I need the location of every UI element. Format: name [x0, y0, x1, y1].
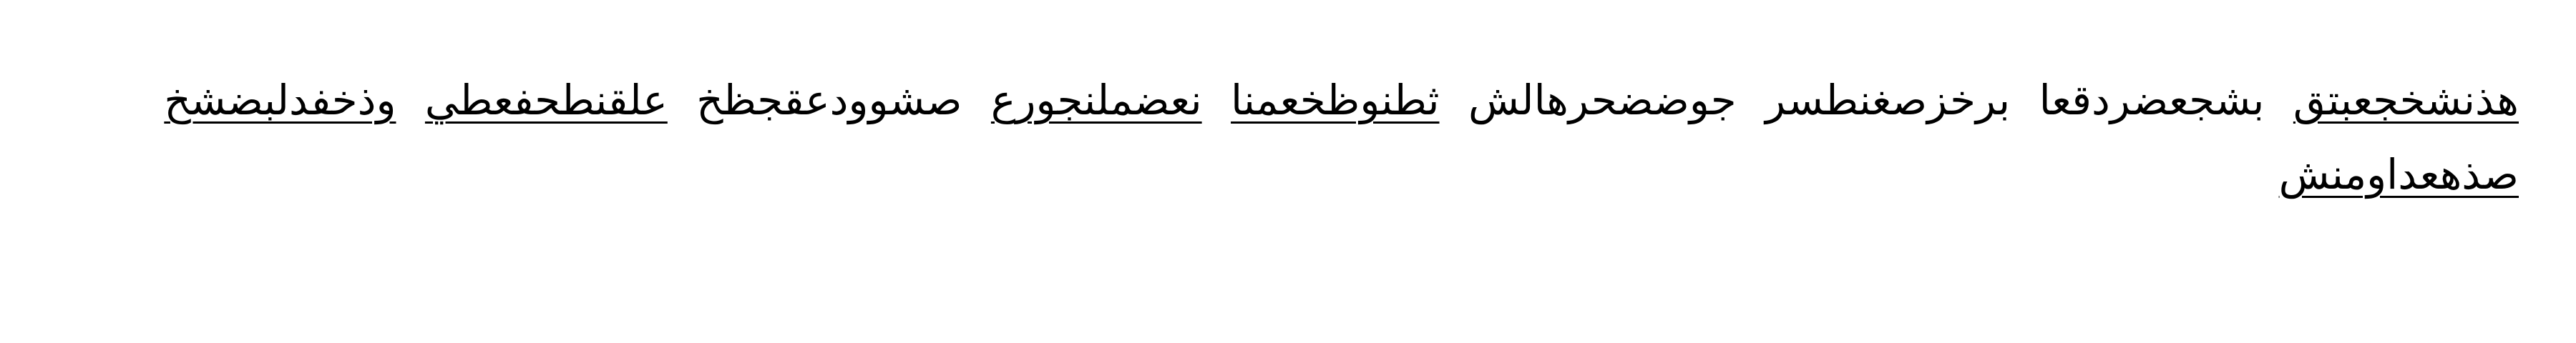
text-paragraph — [164, 63, 2519, 212]
word: بشجعضردقعا — [2039, 76, 2265, 124]
word: صذهعداومنش — [2278, 150, 2519, 199]
word: صشوودعقجظخ — [696, 76, 962, 124]
text-line-1 — [164, 63, 2519, 137]
word: هذنشخجعبتق — [2293, 76, 2519, 124]
word: برخزصغنطسر — [1765, 76, 2011, 124]
word: علقنطحفعطي — [424, 76, 668, 124]
word: وذخفدلبضشخ — [164, 76, 396, 124]
word: نعضملنجورع — [990, 76, 1202, 124]
word: ثطنوظخعمنا — [1231, 76, 1440, 124]
word: جوضضحرهالش — [1468, 76, 1737, 124]
text-line-2 — [200, 137, 2519, 212]
